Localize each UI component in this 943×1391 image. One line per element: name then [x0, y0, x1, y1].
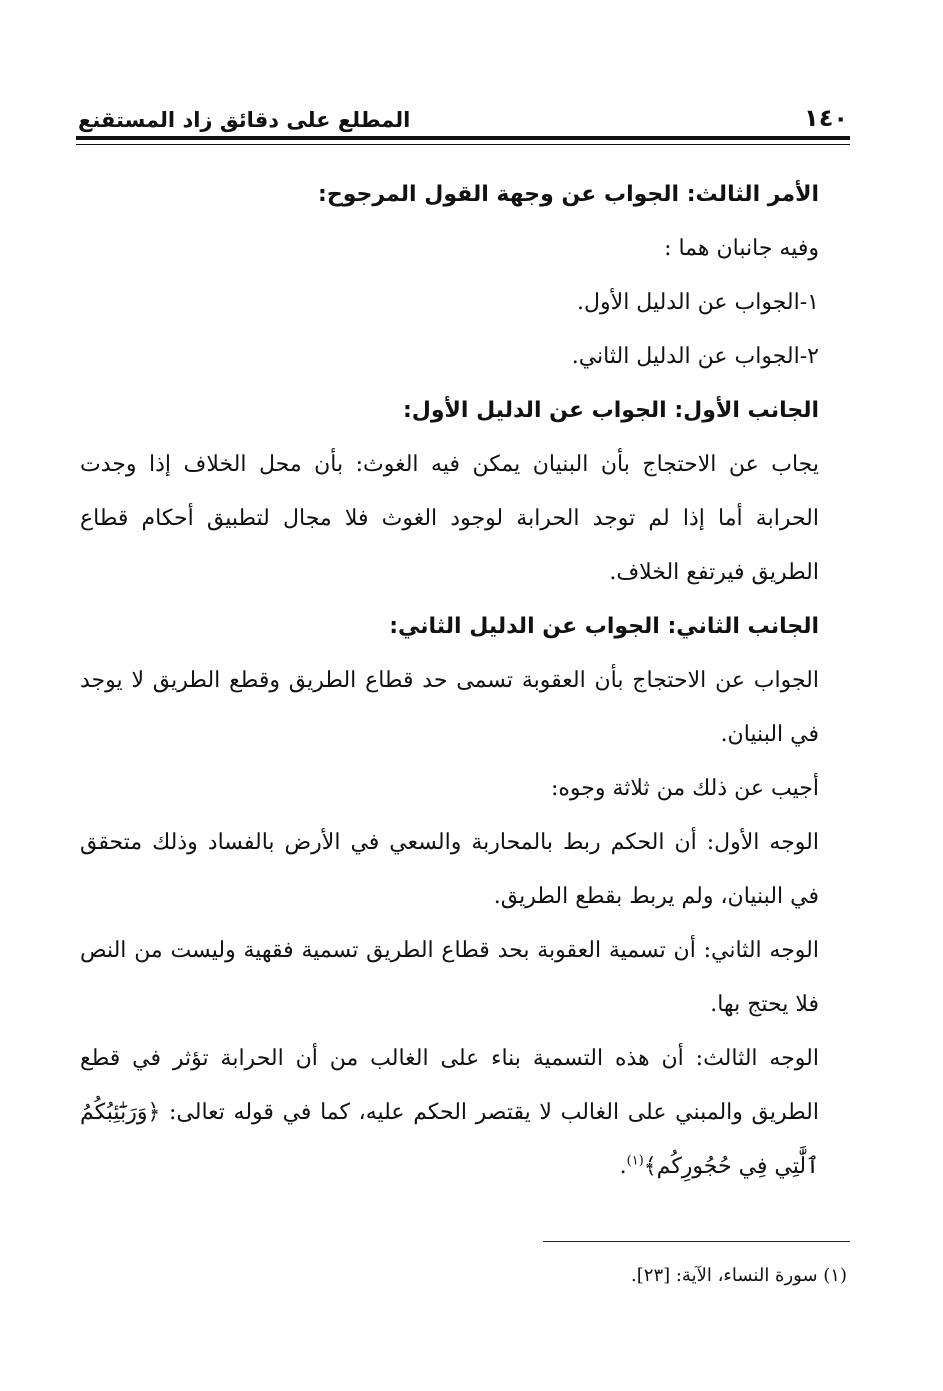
header-rule-thick [76, 136, 850, 140]
list-item-1: ١-الجواب عن الدليل الأول. [577, 290, 819, 315]
answer-intro: أجيب عن ذلك من ثلاثة وجوه: [550, 776, 819, 801]
paragraph-side-two: الجواب عن الاحتجاج بأن العقوبة تسمى حد قطاع الطريق وقطع الطريق لا يوجد في البنيان. [80, 668, 819, 747]
aspect-three [80, 1032, 847, 1194]
footnote-separator [543, 1241, 850, 1242]
running-header [78, 96, 848, 132]
book-title: المطلع على دقائق زاد المستقنع [78, 108, 411, 132]
header-rule-thin [76, 144, 850, 145]
page-number: ١٤٠ [804, 104, 848, 132]
intro-two-sides: وفيه جانبان هما : [664, 236, 819, 261]
footnote-marker[interactable]: (١) [626, 1153, 644, 1169]
heading-third-matter: الأمر الثالث: الجواب عن وجهة القول المرجوح: [318, 182, 819, 207]
verse-end: . [619, 1154, 627, 1179]
list-item-2: ٢-الجواب عن الدليل الثاني. [571, 344, 819, 369]
aspect-three-text: الوجه الثالث: أن هذه التسمية بناء على الغالب من أن الحرابة تؤثر في قطع الطريق والمبني على الغالب لا يقتصر الحكم عليه، كما في قوله تعالى: [80, 1046, 819, 1125]
main-text [80, 168, 847, 1194]
aspect-one: الوجه الأول: أن الحكم ربط بالمحاربة والسعي في الأرض بالفساد وذلك متحقق في البنيان، ولم يربط بقطع الطريق. [80, 830, 819, 909]
heading-side-one: الجانب الأول: الجواب عن الدليل الأول: [402, 398, 819, 423]
aspect-two: الوجه الثاني: أن تسمية العقوبة بحد قطاع الطريق تسمية فقهية وليست من النص فلا يحتج بها. [80, 938, 819, 1017]
paragraph-side-one: يجاب عن الاحتجاج بأن البنيان يمكن فيه الغوث: بأن محل الخلاف إذا وجدت الحرابة أما إذا لم توجد الحرابة لوجود الغوث فلا مجال لتطبيق أحكام قطاع الطريق فيرتفع الخلاف. [80, 452, 819, 585]
footnote: (١) سورة النساء، الآية: [٢٣]. [631, 1265, 847, 1286]
quran-verse: ﴿وَرَبَٰٓئِبُكُمُ ٱلَّٰتِي فِي حُجُورِكُم﴾ [80, 1100, 819, 1179]
heading-side-two: الجانب الثاني: الجواب عن الدليل الثاني: [389, 614, 819, 639]
